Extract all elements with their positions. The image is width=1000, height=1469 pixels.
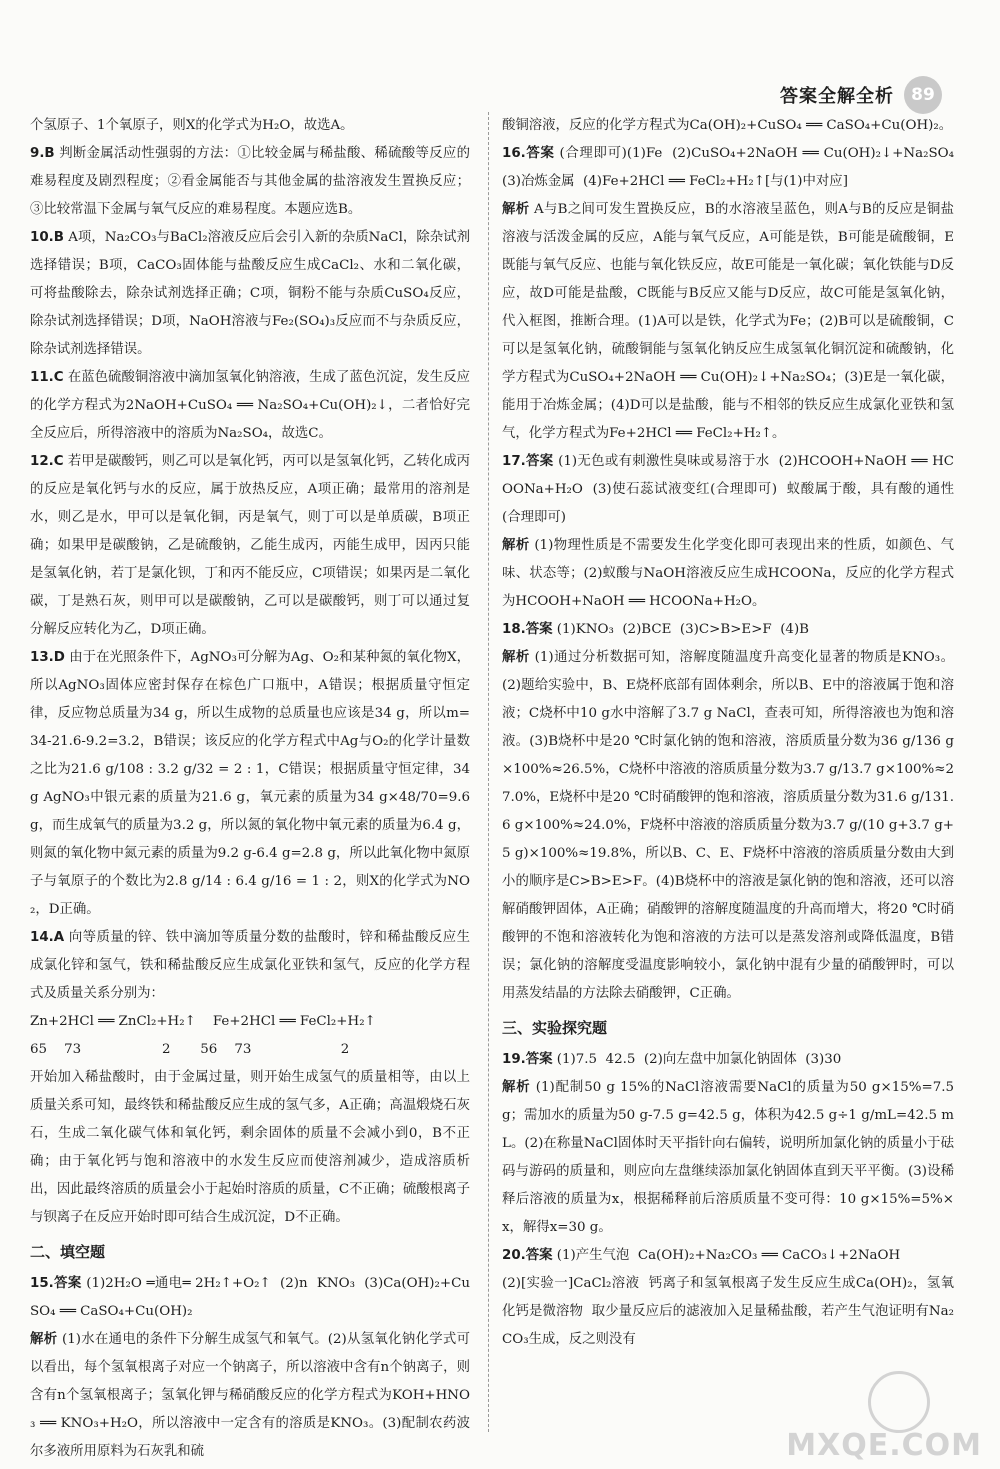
- answer-entry-13: 13.D 由于在光照条件下，AgNO₃可分解为Ag、O₂和某种氮的氧化物X，所以AgNO₃固体应密封保存在棕色广口瓶中，A错误；根据质量守恒定律，反应物总质量为34 g，所以生成物的总质量也应该是34 g，所以m=34-21.6-9.2=3.2，B错误；该反应的化学方程式中Ag与O₂的化学计量数之比为21.6 g/108 : 3.2 g/32 = 2 : 1，C错误；根据质量守恒定律，34 g AgNO₃中银元素的质量为21.6 g，氧元素的质量为34 g×48/70=9.6 g，而生成氧气的质量为3.2 g，所以氮的氧化物中氧元素的质量为6.4 g，则氮的氧化物中氮元素的质量为9.2 g-6.4 g=2.8 g，所以此氧化物中氮原子与氧原子的个数比为2.8 g/14 : 6.4 g/16 = 1 : 2，则X的化学式为NO₂，D正确。: [30, 650, 475, 917]
- answer-entry-10: 10.B A项，Na₂CO₃与BaCl₂溶液反应后会引入新的杂质NaCl，除杂试剂选择错误；B项，CaCO₃固体能与盐酸反应生成CaCl₂、水和二氧化碳，可将盐酸除去，除杂试剂选择正确；C项，铜粉不能与杂质CuSO₄反应，除杂试剂选择错误；D项，NaOH溶液与Fe₂(SO₄)₃反应而不与杂质反应，除杂试剂选择错误。: [30, 230, 470, 357]
- answer-entry-17: 17.答案 (1)无色或有刺激性臭味或易溶于水 (2)HCOOH+NaOH ══ HCOONa+H₂O (3)使石蕊试液变红(合理即可) 蚁酸属于酸，具有酸的通性(合理即可): [502, 454, 954, 525]
- page-number-badge: 89: [904, 76, 942, 114]
- section-heading-fill-in: 二、填空题: [30, 1243, 106, 1261]
- analysis-17: 解析 (1)物理性质是不需要发生化学变化即可表现出来的性质，如颜色、气味、状态等；(2)蚁酸与NaOH溶液反应生成HCOONa，反应的化学方程式为HCOOH+NaOH ══ HCOONa+H₂O。: [502, 538, 954, 609]
- analysis-18: 解析 (1)通过分析数据可知，溶解度随温度升高变化显著的物质是KNO₃。(2)题给实验中，B、E烧杯底部有固体剩余，所以B、E中的溶液属于饱和溶液；C烧杯中10 g水中溶解了3.7 g NaCl，查表可知，所得溶液也为饱和溶液。(3)B烧杯中是20 ℃时氯化钠的饱和溶液，溶质质量分数为36 g/136 g×100%≈26.5%，C烧杯中溶液的溶质质量分数为3.7 g/13.7 g×100%≈27.0%，E烧杯中是20 ℃时硝酸钾的饱和溶液，溶质质量分数为31.6 g/131.6 g×100%≈24.0%，F烧杯中溶液的溶质质量分数为3.7 g/(10 g+3.7 g+5 g)×100%≈19.8%，所以B、C、E、F烧杯中溶液的溶质质量分数由大到小的顺序是C>B>E>F。(4)B烧杯中的溶液是氯化钠的饱和溶液，还可以溶解硝酸钾固体，A正确；硝酸钾的溶解度随温度的升高而增大，将20 ℃时硝酸钾的不饱和溶液转化为饱和溶液的方法可以是蒸发溶剂或降低温度，B错误；氯化钠的溶解度受温度影响较小，氯化钠中混有少量的硝酸钾时，可以用蒸发结晶的方法除去硝酸钾，C正确。: [502, 650, 955, 1001]
- answer-entry-19: 19.答案 (1)7.5 42.5 (2)向左盘中加氯化钠固体 (3)30: [502, 1052, 842, 1067]
- section-heading-experiment: 三、实验探究题: [502, 1019, 608, 1037]
- answer-entry-8-tail: 个氢原子、1个氧原子，则X的化学式为H₂O，故选A。: [30, 118, 354, 133]
- answer-entry-15-tail: 酸铜溶液，反应的化学方程式为Ca(OH)₂+CuSO₄ ══ CaSO₄+Cu(OH)₂。: [502, 118, 953, 133]
- answer-entry-14-tail: 开始加入稀盐酸时，由于金属过量，则开始生成氢气的质量相等，由以上质量关系可知，最终铁和稀盐酸反应生成的氢气多，A正确；高温煅烧石灰石，生成二氧化碳气体和氧化钙，剩余固体的质量不会减小到0，B不正确；由于氧化钙与饱和溶液中的水发生反应而使溶剂减少，造成溶质析出，因此最终溶质的质量会小于起始时溶质的质量，C不正确；硫酸根离子与钡离子在反应开始时即可结合生成沉淀，D不正确。: [30, 1070, 470, 1225]
- column-divider: [488, 112, 489, 1432]
- analysis-15: 解析 (1)水在通电的条件下分解生成氢气和氧气。(2)从氢氧化钠化学式可以看出，每个氢氧根离子对应一个钠离子，所以溶液中含有n个钠离子，则含有n个氢氧根离子；氢氧化钾与稀硝酸反应的化学方程式为KOH+HNO₃ ══ KNO₃+H₂O，所以溶液中一定含有的溶质是KNO₃。(3)配制农药波尔多液所用原料为石灰乳和硫: [30, 1332, 471, 1459]
- answer-entry-18: 18.答案 (1)KNO₃ (2)BCE (3)C>B>E>F (4)B: [502, 622, 810, 637]
- answer-entry-20-part2: (2)[实验一]CaCl₂溶液 钙离子和氢氧根离子发生反应生成Ca(OH)₂，氢氧化钙是微溶物 取少量反应后的滤液加入足量稀盐酸，若产生气泡证明有Na₂CO₃生成，反之则没有: [502, 1276, 954, 1347]
- watermark-stamp-icon: [868, 1371, 930, 1433]
- right-column: [502, 112, 963, 1354]
- answer-entry-20: 20.答案 (1)产生气泡 Ca(OH)₂+Na₂CO₃ ══ CaCO₃↓+2NaOH: [502, 1248, 901, 1263]
- header-title: 答案全解全析: [780, 86, 894, 107]
- answer-entry-14: 14.A 向等质量的锌、铁中滴加等质量分数的盐酸时，锌和稀盐酸反应生成氯化锌和氢气，铁和稀盐酸反应生成氯化亚铁和氢气，反应的化学方程式及质量关系分别为：: [30, 930, 470, 1001]
- watermark: MXQE.COM: [786, 1428, 982, 1463]
- left-column: [30, 112, 475, 1466]
- analysis-16: 解析 A与B之间可发生置换反应，B的水溶液呈蓝色，则A与B的反应是铜盐溶液与活泼金属的反应，A能与氧气反应，A可能是铁，B可能是硫酸铜，E既能与氧气反应、也能与氧化铁反应，故E可能是一氧化碳；氧化铁能与D反应，故D可能是盐酸，C既能与B反应又能与D反应，故C可能是氢氧化钠，代入框图，推断合理。(1)A可以是铁，化学式为Fe；(2)B可以是硫酸铜，C可以是氢氧化钠，硫酸铜能与氢氧化钠反应生成氢氧化铜沉淀和硫酸钠，化学方程式为CuSO₄+2NaOH ══ Cu(OH)₂↓+Na₂SO₄；(3)E是一氧化碳，能用于冶炼金属；(4)D可以是盐酸，能与不相邻的铁反应生成氯化亚铁和氢气，化学方程式为Fe+2HCl ══ FeCl₂+H₂↑。: [502, 202, 955, 441]
- equation-line: Zn+2HCl ══ ZnCl₂+H₂↑ Fe+2HCl ══ FeCl₂+H₂↑: [30, 1014, 376, 1029]
- answer-entry-15: 15.答案 (1)2H₂O ═通电═ 2H₂↑+O₂↑ (2)n KNO₃ (3)Ca(OH)₂+CuSO₄ ══ CaSO₄+Cu(OH)₂: [30, 1276, 470, 1319]
- answer-entry-12: 12.C 若甲是碳酸钙，则乙可以是氧化钙，丙可以是氢氧化钙，乙转化成丙的反应是氧化钙与水的反应，属于放热反应，A项正确；最常用的溶剂是水，则乙是水，甲可以是氧化铜，丙是氧气，则丁可以是单质碳，B项正确；如果甲是碳酸钠，乙是硫酸钠，乙能生成丙，丙能生成甲，因丙只能是氢氧化钠，若丁是氯化钡，丁和丙不能反应，C项错误；如果丙是二氧化碳，丁是熟石灰，则甲可以是碳酸钠，乙可以是碳酸钙，则丁可以通过复分解反应转化为乙，D项正确。: [30, 454, 470, 637]
- answer-entry-11: 11.C 在蓝色硫酸铜溶液中滴加氢氧化钠溶液，生成了蓝色沉淀，发生反应的化学方程式为2NaOH+CuSO₄ ══ Na₂SO₄+Cu(OH)₂↓，二者恰好完全反应后，所得溶液中的溶质为Na₂SO₄，故选C。: [30, 370, 470, 441]
- mass-relation-line: 65 73 2 56 73 2: [30, 1042, 350, 1057]
- analysis-19: 解析 (1)配制50 g 15%的NaCl溶液需要NaCl的质量为50 g×15%=7.5 g；需加水的质量为50 g-7.5 g=42.5 g，体积为42.5 g÷1 g/mL=42.5 mL。(2)在称量NaCl固体时天平指针向右偏转，说明所加氯化钠的质量小于砝码与游码的质量和，则应向左盘继续添加氯化钠固体直到天平平衡。(3)设稀释后溶液的质量为x，根据稀释前后溶质质量不变可得：10 g×15%=5%×x，解得x=30 g。: [502, 1080, 959, 1235]
- page-header: [780, 76, 942, 114]
- answer-entry-9: 9.B 判断金属活动性强弱的方法：①比较金属与稀盐酸、稀硫酸等反应的难易程度及剧烈程度；②看金属能否与其他金属的盐溶液发生置换反应；③比较常温下金属与氧气反应的难易程度。本题应选B。: [30, 146, 470, 217]
- answer-entry-16: 16.答案 (合理即可)(1)Fe (2)CuSO₄+2NaOH ══ Cu(OH)₂↓+Na₂SO₄ (3)冶炼金属 (4)Fe+2HCl ══ FeCl₂+H₂↑[与(1)中对应]: [502, 146, 963, 189]
